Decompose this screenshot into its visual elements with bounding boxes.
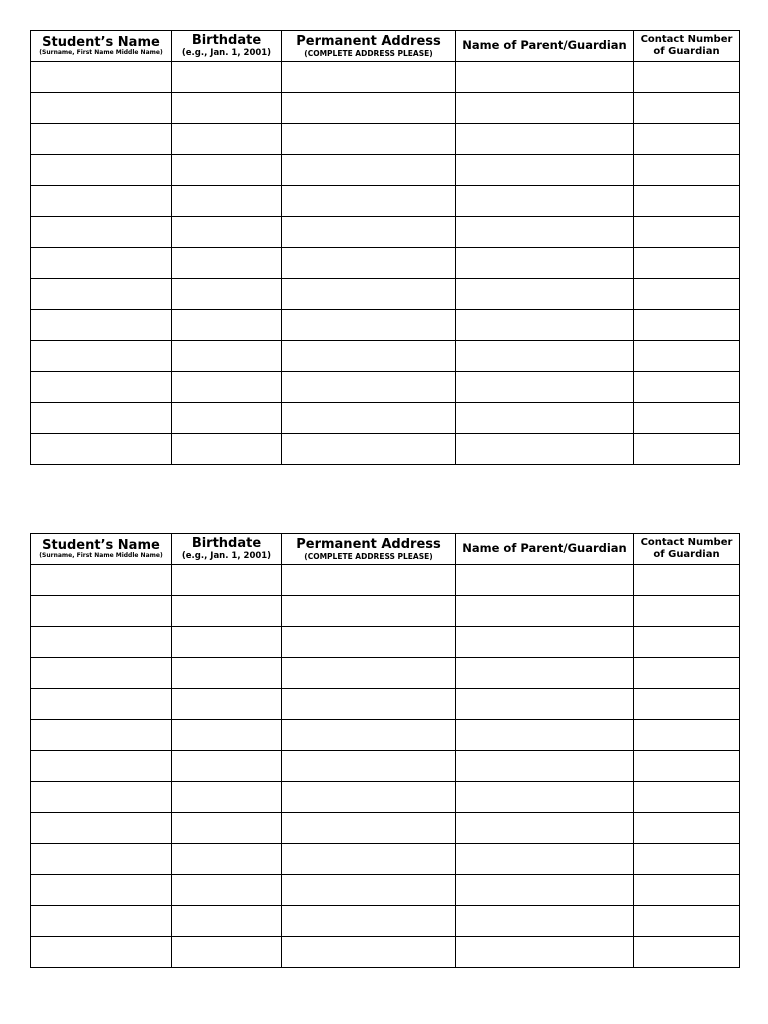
- cell-student-name[interactable]: [31, 93, 172, 124]
- cell-student-name[interactable]: [31, 844, 172, 875]
- cell-birthdate[interactable]: [172, 937, 282, 968]
- header-contact-label: Contact Number of Guardian: [640, 34, 733, 57]
- cell-contact-number[interactable]: [634, 372, 740, 403]
- cell-permanent-address[interactable]: [282, 875, 456, 906]
- cell-permanent-address[interactable]: [282, 844, 456, 875]
- cell-contact-number[interactable]: [634, 155, 740, 186]
- cell-parent-guardian[interactable]: [456, 937, 634, 968]
- table-header-row: [31, 31, 740, 62]
- cell-parent-guardian[interactable]: [456, 403, 634, 434]
- cell-contact-number[interactable]: [634, 720, 740, 751]
- cell-parent-guardian[interactable]: [456, 782, 634, 813]
- cell-birthdate[interactable]: [172, 155, 282, 186]
- cell-student-name[interactable]: [31, 62, 172, 93]
- cell-student-name[interactable]: [31, 155, 172, 186]
- cell-birthdate[interactable]: [172, 186, 282, 217]
- header-birthdate-label: Birthdate: [191, 33, 262, 48]
- cell-parent-guardian[interactable]: [456, 310, 634, 341]
- cell-birthdate[interactable]: [172, 751, 282, 782]
- table-row: [31, 627, 740, 658]
- cell-student-name[interactable]: [31, 689, 172, 720]
- table-row: [31, 751, 740, 782]
- header-contact-number: [634, 534, 740, 565]
- header-parent-label: Name of Parent/Guardian: [462, 38, 627, 53]
- cell-birthdate[interactable]: [172, 875, 282, 906]
- cell-birthdate[interactable]: [172, 844, 282, 875]
- cell-student-name[interactable]: [31, 248, 172, 279]
- cell-contact-number[interactable]: [634, 62, 740, 93]
- cell-contact-number[interactable]: [634, 124, 740, 155]
- cell-contact-number[interactable]: [634, 565, 740, 596]
- cell-permanent-address[interactable]: [282, 627, 456, 658]
- cell-contact-number[interactable]: [634, 689, 740, 720]
- cell-student-name[interactable]: [31, 310, 172, 341]
- table-row: [31, 658, 740, 689]
- cell-parent-guardian[interactable]: [456, 565, 634, 596]
- cell-student-name[interactable]: [31, 217, 172, 248]
- table-row: [31, 341, 740, 372]
- header-birthdate-label: Birthdate: [191, 536, 262, 551]
- cell-permanent-address[interactable]: [282, 341, 456, 372]
- table-row: [31, 372, 740, 403]
- cell-birthdate[interactable]: [172, 689, 282, 720]
- table-row: [31, 937, 740, 968]
- table-row: [31, 93, 740, 124]
- header-birthdate-hint: (e.g., Jan. 1, 2001): [181, 48, 272, 58]
- cell-student-name[interactable]: [31, 565, 172, 596]
- cell-birthdate[interactable]: [172, 248, 282, 279]
- table-body: [31, 62, 740, 465]
- cell-parent-guardian[interactable]: [456, 248, 634, 279]
- cell-birthdate[interactable]: [172, 62, 282, 93]
- cell-student-name[interactable]: [31, 751, 172, 782]
- cell-student-name[interactable]: [31, 875, 172, 906]
- header-permanent-address: [282, 31, 456, 62]
- table-row: [31, 434, 740, 465]
- cell-permanent-address[interactable]: [282, 372, 456, 403]
- cell-parent-guardian[interactable]: [456, 434, 634, 465]
- header-student-name: [31, 31, 172, 62]
- header-student-name-hint: (Surname, First Name Middle Name): [39, 552, 163, 559]
- cell-parent-guardian[interactable]: [456, 751, 634, 782]
- cell-student-name[interactable]: [31, 279, 172, 310]
- cell-contact-number[interactable]: [634, 875, 740, 906]
- cell-birthdate[interactable]: [172, 341, 282, 372]
- cell-student-name[interactable]: [31, 403, 172, 434]
- cell-contact-number[interactable]: [634, 186, 740, 217]
- header-student-name-label: Student’s Name: [42, 35, 160, 50]
- header-address-hint: (COMPLETE ADDRESS PLEASE): [304, 48, 433, 58]
- cell-permanent-address[interactable]: [282, 186, 456, 217]
- cell-contact-number[interactable]: [634, 844, 740, 875]
- table-body: [31, 565, 740, 968]
- cell-parent-guardian[interactable]: [456, 155, 634, 186]
- cell-parent-guardian[interactable]: [456, 720, 634, 751]
- cell-birthdate[interactable]: [172, 596, 282, 627]
- cell-contact-number[interactable]: [634, 906, 740, 937]
- header-permanent-address: [282, 534, 456, 565]
- table-row: [31, 565, 740, 596]
- header-student-name-label: Student’s Name: [42, 538, 160, 553]
- cell-student-name[interactable]: [31, 906, 172, 937]
- cell-contact-number[interactable]: [634, 782, 740, 813]
- cell-birthdate[interactable]: [172, 720, 282, 751]
- header-parent-guardian: [456, 534, 634, 565]
- table-row: [31, 875, 740, 906]
- cell-contact-number[interactable]: [634, 596, 740, 627]
- cell-birthdate[interactable]: [172, 434, 282, 465]
- cell-permanent-address[interactable]: [282, 813, 456, 844]
- cell-student-name[interactable]: [31, 186, 172, 217]
- header-contact-label: Contact Number of Guardian: [640, 537, 733, 560]
- cell-contact-number[interactable]: [634, 658, 740, 689]
- cell-contact-number[interactable]: [634, 93, 740, 124]
- cell-parent-guardian[interactable]: [456, 627, 634, 658]
- cell-parent-guardian[interactable]: [456, 279, 634, 310]
- cell-permanent-address[interactable]: [282, 248, 456, 279]
- cell-contact-number[interactable]: [634, 403, 740, 434]
- cell-birthdate[interactable]: [172, 627, 282, 658]
- cell-birthdate[interactable]: [172, 93, 282, 124]
- table-row: [31, 248, 740, 279]
- cell-permanent-address[interactable]: [282, 434, 456, 465]
- table-row: [31, 906, 740, 937]
- header-student-name-hint: (Surname, First Name Middle Name): [39, 49, 163, 56]
- table-row: [31, 186, 740, 217]
- cell-student-name[interactable]: [31, 341, 172, 372]
- cell-permanent-address[interactable]: [282, 565, 456, 596]
- cell-parent-guardian[interactable]: [456, 186, 634, 217]
- table-row: [31, 62, 740, 93]
- cell-permanent-address[interactable]: [282, 310, 456, 341]
- cell-parent-guardian[interactable]: [456, 875, 634, 906]
- cell-parent-guardian[interactable]: [456, 372, 634, 403]
- cell-permanent-address[interactable]: [282, 93, 456, 124]
- cell-student-name[interactable]: [31, 813, 172, 844]
- cell-permanent-address[interactable]: [282, 62, 456, 93]
- table-header-row: [31, 534, 740, 565]
- cell-parent-guardian[interactable]: [456, 813, 634, 844]
- cell-birthdate[interactable]: [172, 906, 282, 937]
- table-row: [31, 310, 740, 341]
- cell-birthdate[interactable]: [172, 279, 282, 310]
- cell-birthdate[interactable]: [172, 217, 282, 248]
- table-row: [31, 403, 740, 434]
- cell-birthdate[interactable]: [172, 124, 282, 155]
- cell-contact-number[interactable]: [634, 434, 740, 465]
- table-row: [31, 155, 740, 186]
- cell-permanent-address[interactable]: [282, 658, 456, 689]
- cell-student-name[interactable]: [31, 124, 172, 155]
- header-contact-number: [634, 31, 740, 62]
- cell-student-name[interactable]: [31, 596, 172, 627]
- cell-birthdate[interactable]: [172, 565, 282, 596]
- cell-contact-number[interactable]: [634, 937, 740, 968]
- cell-permanent-address[interactable]: [282, 596, 456, 627]
- cell-parent-guardian[interactable]: [456, 596, 634, 627]
- header-address-label: Permanent Address: [296, 536, 441, 552]
- cell-student-name[interactable]: [31, 720, 172, 751]
- cell-birthdate[interactable]: [172, 310, 282, 341]
- header-birthdate: [172, 534, 282, 565]
- table-row: [31, 217, 740, 248]
- cell-student-name[interactable]: [31, 782, 172, 813]
- table-row: [31, 782, 740, 813]
- cell-permanent-address[interactable]: [282, 155, 456, 186]
- student-info-table-2: [30, 533, 740, 968]
- cell-contact-number[interactable]: [634, 279, 740, 310]
- cell-student-name[interactable]: [31, 434, 172, 465]
- table-row: [31, 720, 740, 751]
- cell-student-name[interactable]: [31, 372, 172, 403]
- cell-permanent-address[interactable]: [282, 279, 456, 310]
- header-student-name: [31, 534, 172, 565]
- cell-parent-guardian[interactable]: [456, 906, 634, 937]
- cell-contact-number[interactable]: [634, 217, 740, 248]
- table-row: [31, 279, 740, 310]
- cell-permanent-address[interactable]: [282, 751, 456, 782]
- cell-permanent-address[interactable]: [282, 937, 456, 968]
- table-row: [31, 813, 740, 844]
- cell-parent-guardian[interactable]: [456, 217, 634, 248]
- cell-permanent-address[interactable]: [282, 720, 456, 751]
- cell-parent-guardian[interactable]: [456, 62, 634, 93]
- cell-student-name[interactable]: [31, 627, 172, 658]
- cell-parent-guardian[interactable]: [456, 124, 634, 155]
- cell-permanent-address[interactable]: [282, 217, 456, 248]
- cell-permanent-address[interactable]: [282, 689, 456, 720]
- header-parent-label: Name of Parent/Guardian: [462, 541, 627, 556]
- cell-student-name[interactable]: [31, 658, 172, 689]
- cell-parent-guardian[interactable]: [456, 658, 634, 689]
- cell-birthdate[interactable]: [172, 782, 282, 813]
- cell-student-name[interactable]: [31, 937, 172, 968]
- cell-contact-number[interactable]: [634, 751, 740, 782]
- student-info-table-1: [30, 30, 740, 465]
- cell-birthdate[interactable]: [172, 372, 282, 403]
- table-row: [31, 689, 740, 720]
- cell-permanent-address[interactable]: [282, 906, 456, 937]
- cell-permanent-address[interactable]: [282, 124, 456, 155]
- table-row: [31, 844, 740, 875]
- cell-permanent-address[interactable]: [282, 782, 456, 813]
- cell-parent-guardian[interactable]: [456, 844, 634, 875]
- header-parent-guardian: [456, 31, 634, 62]
- cell-contact-number[interactable]: [634, 248, 740, 279]
- cell-contact-number[interactable]: [634, 341, 740, 372]
- cell-birthdate[interactable]: [172, 403, 282, 434]
- cell-contact-number[interactable]: [634, 813, 740, 844]
- cell-birthdate[interactable]: [172, 813, 282, 844]
- header-address-label: Permanent Address: [296, 33, 441, 49]
- header-birthdate: [172, 31, 282, 62]
- header-address-hint: (COMPLETE ADDRESS PLEASE): [304, 551, 433, 561]
- cell-birthdate[interactable]: [172, 658, 282, 689]
- table-row: [31, 596, 740, 627]
- table-row: [31, 124, 740, 155]
- cell-parent-guardian[interactable]: [456, 341, 634, 372]
- cell-contact-number[interactable]: [634, 310, 740, 341]
- header-birthdate-hint: (e.g., Jan. 1, 2001): [181, 551, 272, 561]
- cell-permanent-address[interactable]: [282, 403, 456, 434]
- cell-parent-guardian[interactable]: [456, 689, 634, 720]
- cell-contact-number[interactable]: [634, 627, 740, 658]
- cell-parent-guardian[interactable]: [456, 93, 634, 124]
